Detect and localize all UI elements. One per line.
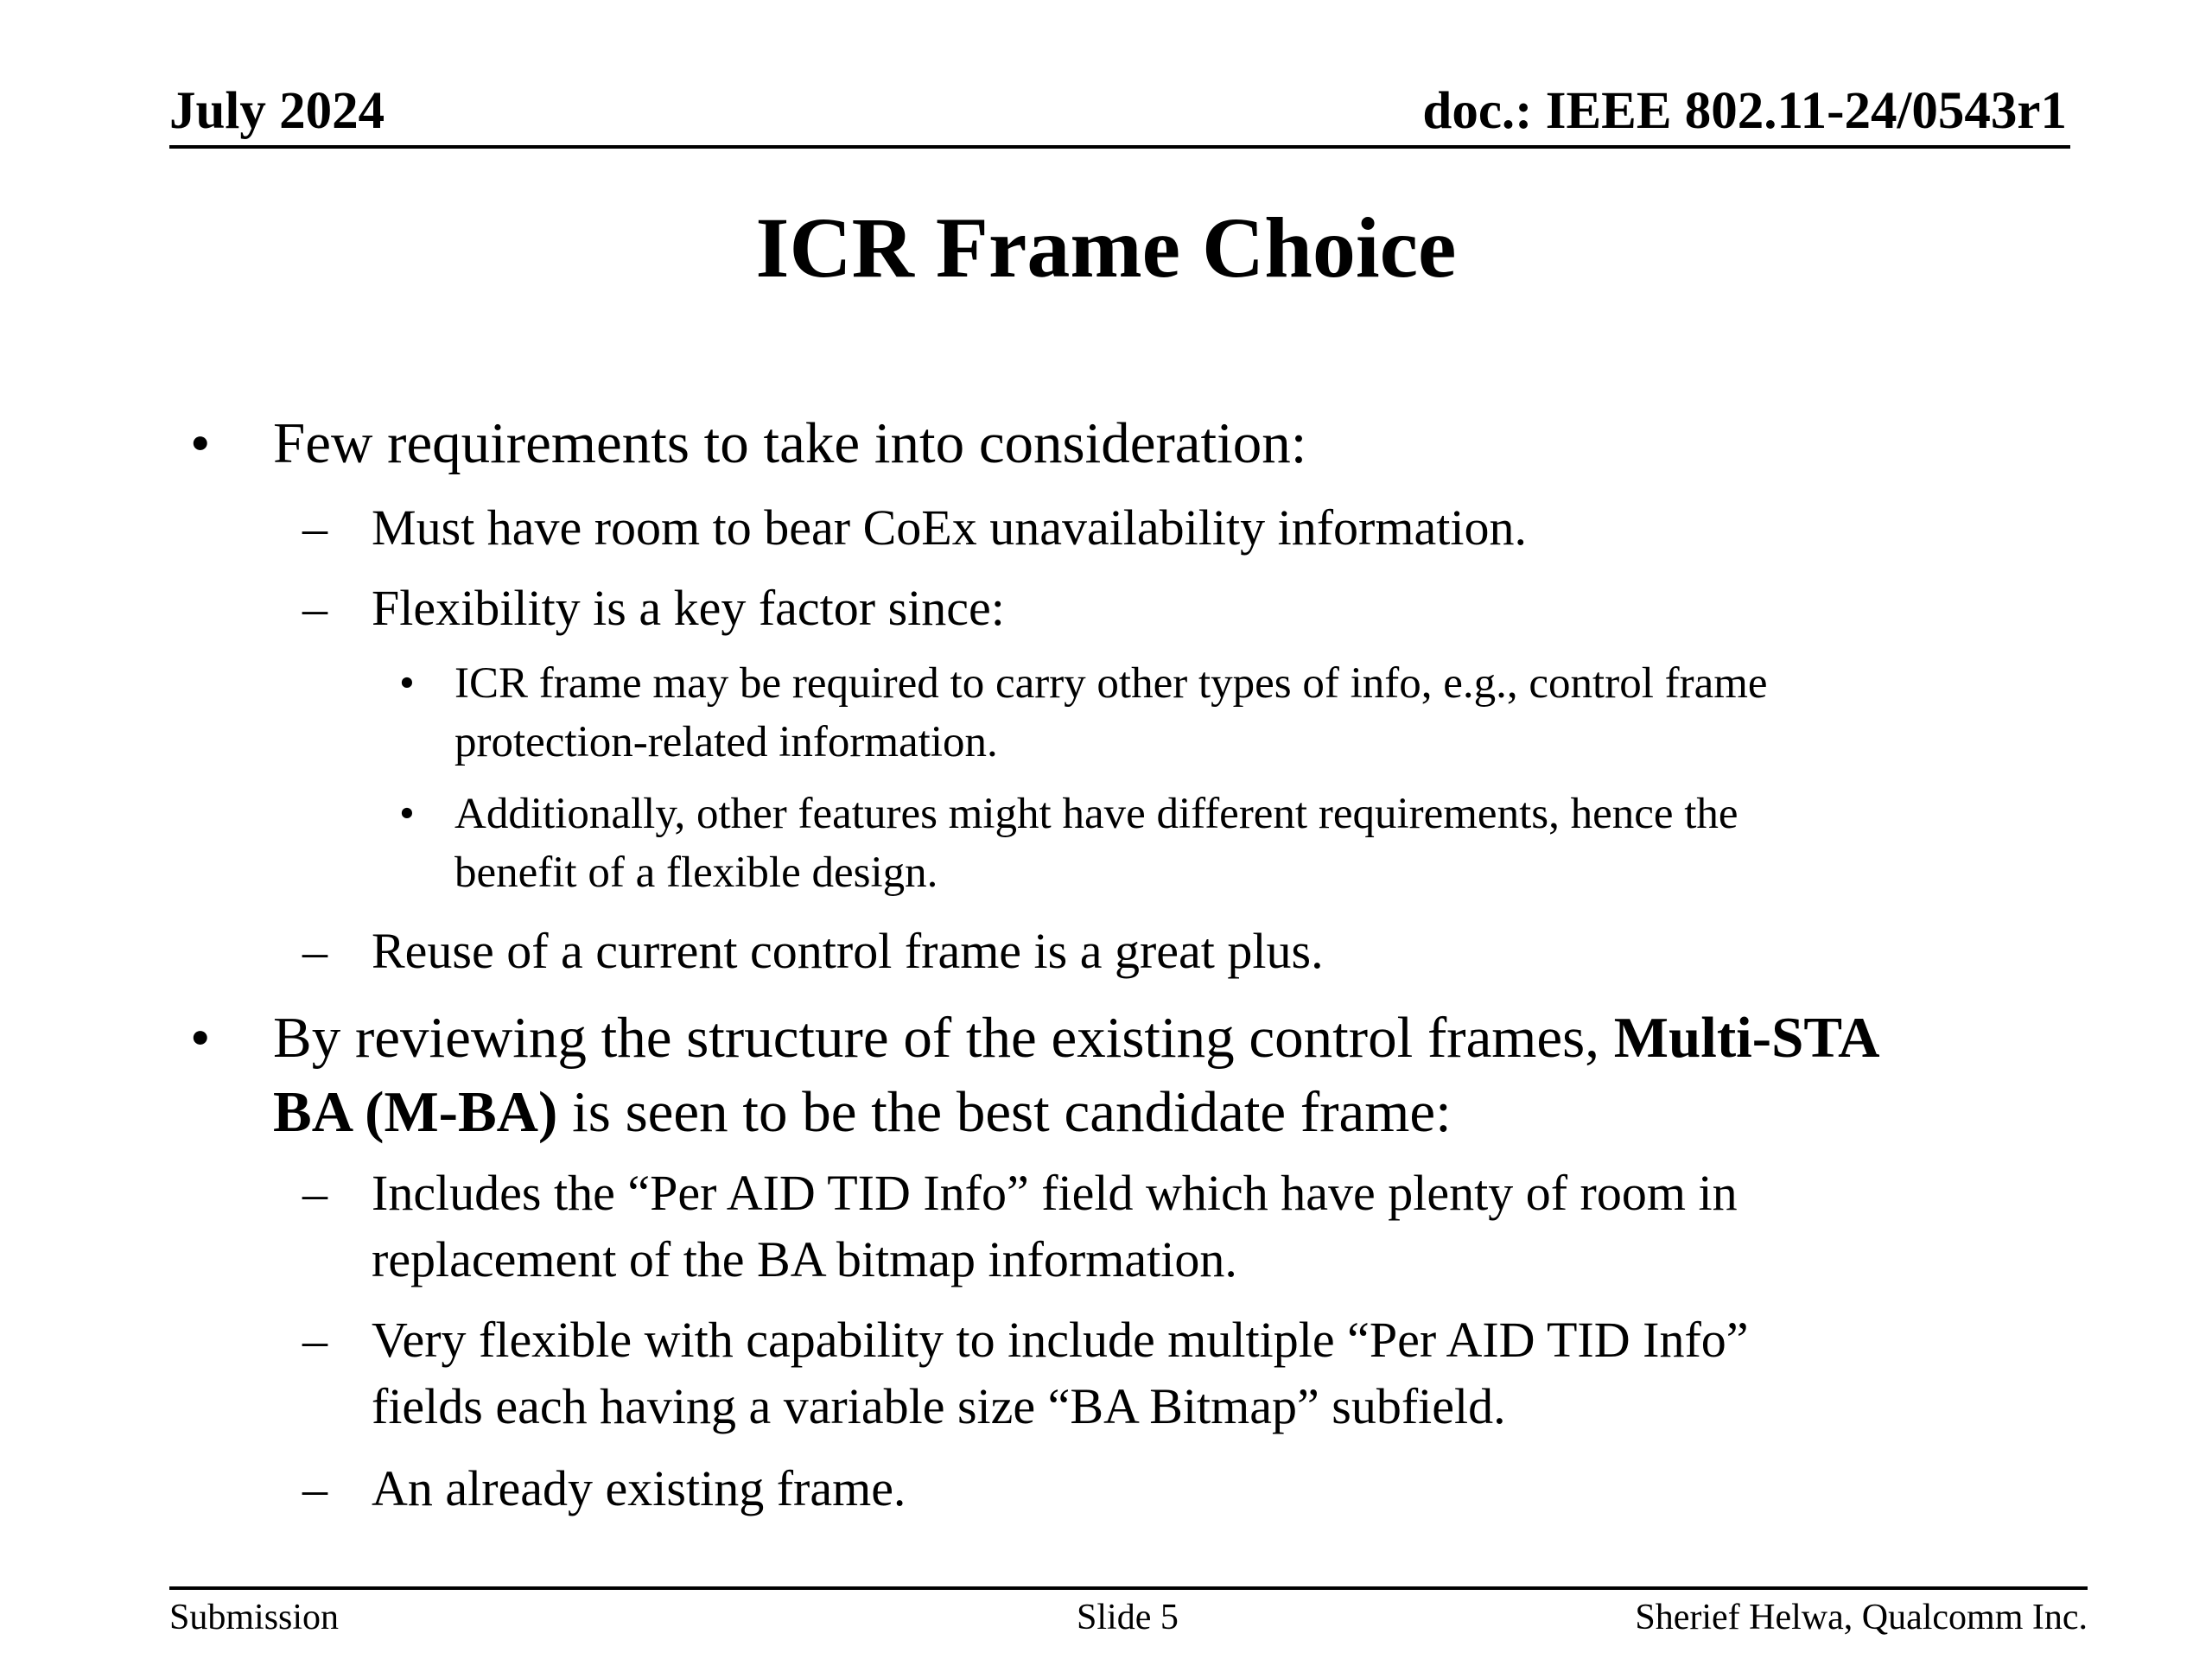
sub-sub-bullet-1-line-1: ICR frame may be required to carry other types of info, e.g., control frame <box>454 659 1768 708</box>
dash-marker: – <box>302 1165 327 1221</box>
bullet-1-text: Few requirements to take into consideration: <box>273 411 1307 475</box>
bullet-2-line-1 <box>273 1001 1879 1075</box>
dash-marker: – <box>302 1312 327 1368</box>
bullet-marker: • <box>190 411 211 475</box>
sub-bullet-1-2-text: Flexibility is a key factor since: <box>372 580 1005 636</box>
bullet-marker: • <box>399 659 415 708</box>
footer-slide-number: Slide 5 <box>1077 1598 1179 1637</box>
sub-sub-bullet-2-line-2: benefit of a flexible design. <box>454 849 938 897</box>
bullet-2-line-2 <box>273 1075 1452 1149</box>
header-doc-id: doc.: IEEE 802.11-24/0543r1 <box>1422 82 2067 140</box>
dash-marker: – <box>302 499 327 556</box>
bullet-2-bold-term: Multi-STA <box>1613 1006 1880 1070</box>
bullet-marker: • <box>190 1006 211 1070</box>
bullet-2-bold-term-cont: BA (M-BA) <box>273 1080 558 1144</box>
footer-author: Sherief Helwa, Qualcomm Inc. <box>1635 1598 2088 1637</box>
slide-title: ICR Frame Choice <box>755 200 1457 296</box>
bullet-2-line-1-text: By reviewing the structure of the existing control frames, <box>273 1006 1614 1070</box>
sub-sub-bullet-2-line-1: Additionally, other features might have different requirements, hence the <box>454 790 1738 838</box>
sub-bullet-2-1-line-2: replacement of the BA bitmap information. <box>372 1231 1237 1287</box>
bullet-marker: • <box>399 790 415 838</box>
header-date: July 2024 <box>169 82 385 140</box>
sub-bullet-2-2-line-1: Very flexible with capability to include multiple “Per AID TID Info” <box>372 1312 1749 1368</box>
header-divider <box>169 145 2070 149</box>
dash-marker: – <box>302 923 327 979</box>
sub-sub-bullet-1-line-2: protection-related information. <box>454 718 998 766</box>
dash-marker: – <box>302 1460 327 1516</box>
sub-bullet-2-3-text: An already existing frame. <box>372 1460 906 1516</box>
sub-bullet-1-3-text: Reuse of a current control frame is a great plus. <box>372 923 1324 979</box>
sub-bullet-2-2-line-2: fields each having a variable size “BA Bitmap” subfield. <box>372 1378 1506 1434</box>
sub-bullet-1-1-text: Must have room to bear CoEx unavailability information. <box>372 499 1527 556</box>
footer-submission: Submission <box>169 1598 340 1637</box>
bullet-2-line-2-text: is seen to be the best candidate frame: <box>557 1080 1452 1144</box>
sub-bullet-2-1-line-1: Includes the “Per AID TID Info” field which have plenty of room in <box>372 1165 1738 1221</box>
dash-marker: – <box>302 580 327 636</box>
